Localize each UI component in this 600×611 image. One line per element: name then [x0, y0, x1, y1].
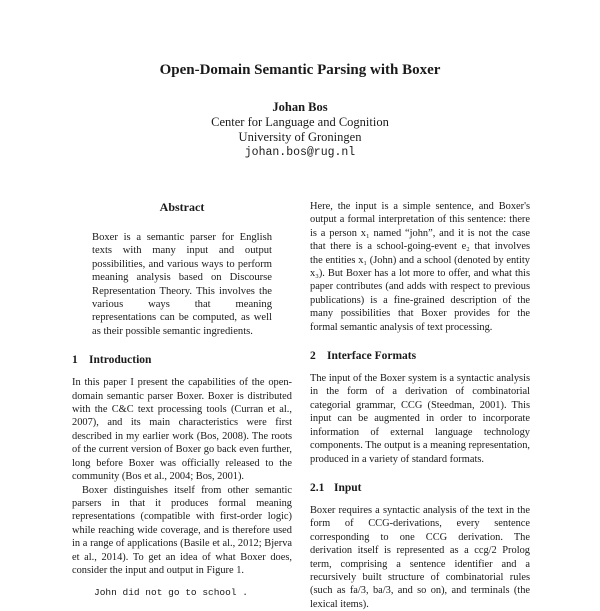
- right-column: [310, 200, 530, 611]
- input-paragraph: Boxer requires a syntactic analysis of the text in the form of CCG-derivations, every sentence corresponding to one CCG derivation. The derivation itself is represented as a ccg/2 Prolog term, comprising a sentence identifier and a recursively built structure of combinatorial rules (such as fa/3, ba/3, and so on), and terminals (the lexical items).: [310, 504, 530, 610]
- section-title: Input: [334, 481, 362, 494]
- paper-title: Open-Domain Semantic Parsing with Boxer: [159, 62, 441, 78]
- abstract-text: Boxer is a semantic parser for English texts with many input and output possibilities, and various ways to perform meaning analysis based on Discourse Representation Theory. This involves the various ways that meaning representations can be computed, as well as their possible semantic ingredients.: [92, 232, 272, 337]
- abstract-heading: Abstract: [159, 200, 205, 214]
- section-number: 2.1: [310, 481, 325, 494]
- section-title: Interface Formats: [327, 350, 417, 363]
- example-input-code: John did not go to school .: [94, 587, 248, 599]
- left-column: [72, 200, 292, 598]
- intro-paragraph-2: Boxer distinguishes itself from other semantic parsers in that it produces formal meaning representations (compatible with first-order logic) while reaching wide coverage, and is therefore used in a range of applications (Basile et al., 2012; Bjerva et al., 2014). To get an idea of what Boxer does, consider the input and output in Figure 1.: [72, 484, 292, 576]
- author-block: [0, 100, 600, 160]
- interface-paragraph: The input of the Boxer system is a syntactic analysis in the form of a derivation of combinatorial categorial grammar, CCG (Steedman, 2001). This input can be augmented in order to incorporate information of external language technology components. The output is a meaning representation, produced in a variety of standard formats.: [310, 373, 530, 465]
- author-affiliation: Center for Language and Cognition: [211, 115, 389, 129]
- author-email: johan.bos@rug.nl: [244, 146, 356, 159]
- author-university: University of Groningen: [238, 130, 362, 144]
- intro-paragraph-3: Here, the input is a simple sentence, and Boxer's output a formal interpretation of this sentence: there is a person x₁ named “john”, and it is not the case that there is a school-going-event e₂ that involves the entities x₁ (John) and a school (denoted by entity x₃). But Boxer has a lot more to offer, and what this paper contributes (and adds with respect to previous publications) is a fine-grained description of the many possibilities that Boxer provides for the formal semantic analysis of text processing.: [310, 201, 530, 333]
- section-number: 1: [72, 354, 78, 367]
- intro-paragraph-1: In this paper I present the capabilities of the open-domain semantic parser Boxer. Boxer is distributed with the C&C text processing tools (Curran et al., 2007), and its main characteristics were first described in my earlier work (Bos, 2008). The roots of the current version of Boxer go back even further, long before Boxer was officially released to the community (Bos et al., 2004; Bos, 2001).: [72, 377, 292, 483]
- section-2-1-heading: [310, 482, 530, 494]
- section-number: 2: [310, 350, 316, 363]
- section-2-heading: [310, 350, 530, 362]
- section-1-heading: [72, 354, 292, 366]
- author-name: Johan Bos: [272, 100, 328, 114]
- section-title: Introduction: [89, 354, 152, 367]
